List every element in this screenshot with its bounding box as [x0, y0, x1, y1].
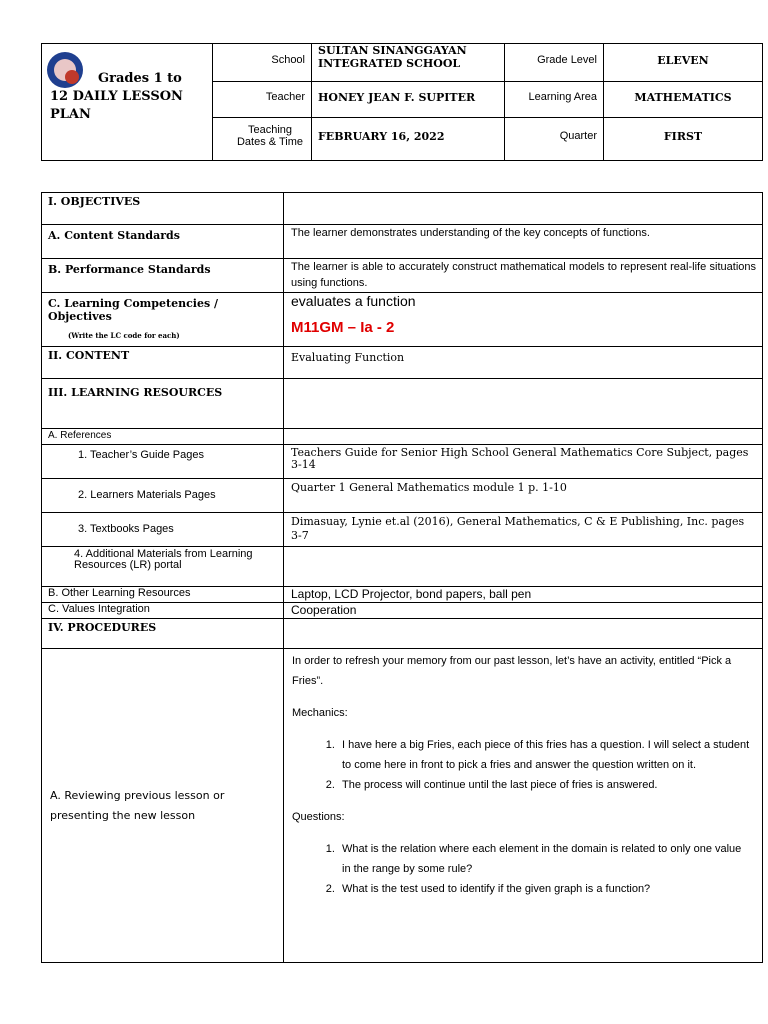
list-item: 2. The process will continue until the last piece of fries is answered.	[338, 775, 752, 795]
quarter-value: FIRST	[604, 118, 763, 161]
additional-materials-label: 4. Additional Materials from Learning Resources (LR) portal	[42, 547, 284, 587]
header-title-cell	[42, 44, 213, 161]
review-lesson-label: A. Reviewing previous lesson or presenting the new lesson	[42, 649, 284, 963]
learning-area-label: Learning Area	[505, 82, 604, 118]
quarter-label: Quarter	[505, 118, 604, 161]
grade-level-label: Grade Level	[505, 44, 604, 82]
lc-code-note: (Write the LC code for each)	[68, 331, 180, 340]
procedures-heading: IV. PROCEDURES	[42, 619, 284, 649]
competency-text: evaluates a function	[291, 293, 416, 309]
mechanics-list	[292, 735, 752, 795]
lc-code: M11GM – Ia - 2	[291, 319, 395, 336]
teaching-dates-value: FEBRUARY 16, 2022	[312, 118, 505, 161]
learning-competencies-label: C. Learning Competencies / Objectives	[48, 297, 218, 323]
list-item: 1. What is the relation where each element in the domain is related to only one value in the range by some rule?	[338, 839, 752, 879]
content-standards-text: The learner demonstrates understanding of the key concepts of functions.	[284, 225, 763, 259]
content-heading: II. CONTENT	[42, 347, 284, 379]
learners-materials-text: Quarter 1 General Mathematics module 1 p. 1-10	[284, 479, 763, 513]
teacher-label: Teacher	[213, 82, 312, 118]
teaching-dates-label: Teaching Dates & Time	[213, 118, 312, 161]
teachers-guide-text: Teachers Guide for Senior High School General Mathematics Core Subject, pages 3-14	[284, 445, 763, 479]
grade-level-value: ELEVEN	[604, 44, 763, 82]
teacher-value: HONEY JEAN F. SUPITER	[312, 82, 505, 118]
learning-resources-heading: III. LEARNING RESOURCES	[42, 379, 284, 429]
activity-intro: In order to refresh your memory from our past lesson, let’s have an activity, entitled “Pick a Fries”.	[292, 655, 732, 687]
other-resources-text: Laptop, LCD Projector, bond papers, ball pen	[284, 587, 763, 603]
values-integration-label: C. Values Integration	[42, 603, 284, 619]
performance-standards-text: The learner is able to accurately construct mathematical models to represent real-life situations using functions.	[284, 259, 763, 293]
school-label: School	[213, 44, 312, 82]
other-resources-label: B. Other Learning Resources	[42, 587, 284, 603]
lesson-plan-table	[41, 192, 763, 963]
references-label: A. References	[42, 429, 284, 445]
review-lesson-content	[284, 649, 763, 963]
objectives-heading: I. OBJECTIVES	[42, 193, 284, 225]
performance-standards-label: B. Performance Standards	[42, 259, 284, 293]
learning-competencies-cell	[42, 293, 284, 347]
list-item: 1. I have here a big Fries, each piece of this fries has a question. I will select a student to come here in front to pick a fries and answer the question written on it.	[338, 735, 752, 775]
learners-materials-label: 2. Learners Materials Pages	[42, 479, 284, 513]
mechanics-label: Mechanics:	[292, 707, 348, 719]
header-table	[41, 43, 763, 161]
plan-title: Grades 1 to 12 DAILY LESSON PLAN	[50, 71, 183, 122]
school-value: SULTAN SINANGGAYAN INTEGRATED SCHOOL	[312, 44, 505, 82]
content-text: Evaluating Function	[284, 347, 763, 379]
list-item: 2. What is the test used to identify if the given graph is a function?	[338, 879, 752, 899]
questions-label: Questions:	[292, 811, 345, 823]
questions-list	[292, 839, 752, 899]
textbooks-text: Dimasuay, Lynie et.al (2016), General Mathematics, C & E Publishing, Inc. pages 3-7	[284, 513, 763, 547]
teachers-guide-label: 1. Teacher’s Guide Pages	[42, 445, 284, 479]
learning-area-value: MATHEMATICS	[604, 82, 763, 118]
values-integration-text: Cooperation	[284, 603, 763, 619]
textbooks-label: 3. Textbooks Pages	[42, 513, 284, 547]
content-standards-label: A. Content Standards	[42, 225, 284, 259]
learning-competencies-value	[284, 293, 763, 347]
additional-materials-text	[284, 547, 763, 587]
